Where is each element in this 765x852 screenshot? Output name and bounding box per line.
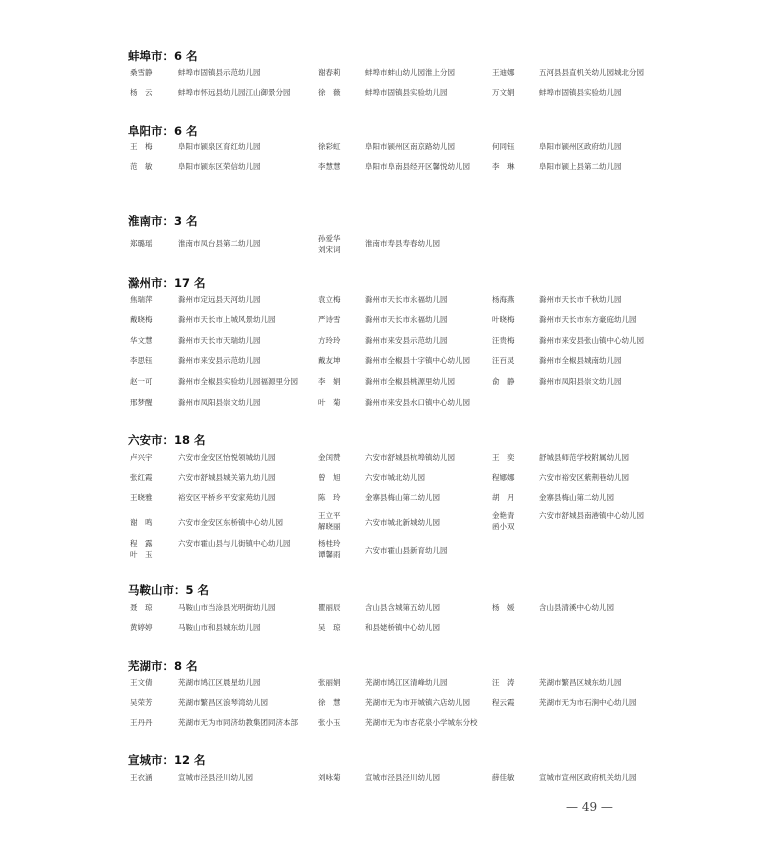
school-name: 六安市舒城县城关第九幼儿园 (178, 473, 276, 482)
school-name: 滁州市天长市永福幼儿园 (365, 315, 448, 324)
school-name: 五河县县直机关幼儿园城北分园 (539, 68, 644, 77)
section-title: 淮南市：3 名 (128, 214, 198, 228)
person-name: 俞 静 (492, 377, 515, 386)
school-name: 阜阳市颍上县第二幼儿园 (539, 162, 622, 171)
school-name: 马鞍山市当涂县光明街幼儿园 (178, 603, 276, 612)
school-name: 六安市城北新城幼儿园 (365, 518, 440, 527)
table-row (0, 469, 765, 487)
person-name: 程云霞 (492, 698, 515, 707)
person-name: 范 敏 (130, 162, 153, 171)
table-row (0, 619, 765, 637)
school-name: 芜湖市无为市开城镇六店幼儿园 (365, 698, 470, 707)
school-name: 宣城市泾县泾川幼儿园 (365, 773, 440, 782)
section-title: 蚌埠市：6 名 (128, 49, 198, 63)
table-row (0, 538, 765, 564)
person-name: 何同钰 (492, 142, 515, 151)
person-name: 桑雪静 (130, 68, 153, 77)
school-name: 马鞍山市和县城东幼儿园 (178, 623, 261, 632)
school-name: 芜湖市繁昌区浪琴湾幼儿园 (178, 698, 268, 707)
school-name: 芜湖市无为市同济幼教集团同济本部 (178, 718, 298, 727)
school-name: 六安市裕安区紫荆巷幼儿园 (539, 473, 629, 482)
school-name: 芜湖市无为市石涧中心幼儿园 (539, 698, 637, 707)
table-row (0, 291, 765, 309)
person-name: 杨 媛 (492, 603, 515, 612)
person-name: 陈 玲 (318, 493, 341, 502)
person-name: 谢春莉 (318, 68, 341, 77)
person-name: 赵一可 (130, 377, 153, 386)
school-name: 滁州市天长市东方豪庭幼儿园 (539, 315, 637, 324)
school-name: 六安市城北幼儿园 (365, 473, 425, 482)
person-name: 焦瑞萍 (130, 295, 153, 304)
person-name: 王衣涵 (130, 773, 153, 782)
person-name: 袁立梅 (318, 295, 341, 304)
table-row (0, 674, 765, 692)
table-row (0, 332, 765, 350)
school-name: 阜阳市颍州区政府幼儿园 (539, 142, 622, 151)
person-name: 吴荣芳 (130, 698, 153, 707)
table-row (0, 352, 765, 370)
person-name: 金艳青 函小双 (492, 511, 515, 531)
section-title: 芜湖市：8 名 (128, 659, 198, 673)
person-name: 李 娟 (318, 377, 341, 386)
school-name: 淮南市凤台县第二幼儿园 (178, 239, 261, 248)
person-name: 汪贵梅 (492, 336, 515, 345)
person-name: 薛佳敏 (492, 773, 515, 782)
person-name: 程娜娜 (492, 473, 515, 482)
person-name: 郑璐瑶 (130, 239, 153, 248)
person-name: 华文慧 (130, 336, 153, 345)
page-number: — 49 — (566, 800, 613, 814)
person-name: 徐 薇 (318, 88, 341, 97)
school-name: 阜阳市颍泉区育红幼儿园 (178, 142, 261, 151)
school-name: 滁州市凤阳县崇文幼儿园 (539, 377, 622, 386)
school-name: 滁州市来安县示范幼儿园 (365, 336, 448, 345)
table-row (0, 311, 765, 329)
school-name: 宣城市宣州区政府机关幼儿园 (539, 773, 637, 782)
person-name: 方玲玲 (318, 336, 341, 345)
table-row (0, 64, 765, 82)
school-name: 芜湖市繁昌区城东幼儿园 (539, 678, 622, 687)
person-name: 汪百灵 (492, 356, 515, 365)
school-name: 宣城市泾县泾川幼儿园 (178, 773, 253, 782)
school-name: 滁州市全椒县桃源里幼儿园 (365, 377, 455, 386)
school-name: 金寨县梅山第二幼儿园 (539, 493, 614, 502)
person-name: 李 琳 (492, 162, 515, 171)
school-name: 芜湖市鸠江区清峰幼儿园 (365, 678, 448, 687)
school-name: 阜阳市阜南县经开区馨悦幼儿园 (365, 162, 470, 171)
person-name: 吴 琼 (318, 623, 341, 632)
person-name: 戴晓梅 (130, 315, 153, 324)
table-row (0, 769, 765, 787)
table-row (0, 510, 765, 536)
person-name: 卢兴宇 (130, 453, 153, 462)
person-name: 张红霞 (130, 473, 153, 482)
school-name: 蚌埠市固镇县实验幼儿园 (365, 88, 448, 97)
person-name: 徐 慧 (318, 698, 341, 707)
school-name: 芜湖市无为市杏花泉小学城东分校 (365, 718, 478, 727)
person-name: 李思钰 (130, 356, 153, 365)
person-name: 曾 旭 (318, 473, 341, 482)
person-name: 王文倩 (130, 678, 153, 687)
school-name: 滁州市全椒县十字镇中心幼儿园 (365, 356, 470, 365)
school-name: 六安市舒城县南港镇中心幼儿园 (539, 511, 644, 520)
table-row (0, 373, 765, 391)
school-name: 蚌埠市固镇县示范幼儿园 (178, 68, 261, 77)
school-name: 滁州市天长市永福幼儿园 (365, 295, 448, 304)
table-row (0, 84, 765, 102)
person-name: 严诗雪 (318, 315, 341, 324)
school-name: 六安市霍山县新育幼儿园 (365, 546, 448, 555)
school-name: 金寨县梅山第二幼儿园 (365, 493, 440, 502)
person-name: 徐彩虹 (318, 142, 341, 151)
person-name: 王迪娜 (492, 68, 515, 77)
school-name: 含山县含城第五幼儿园 (365, 603, 440, 612)
school-name: 滁州市来安县张山镇中心幼儿园 (539, 336, 644, 345)
person-name: 瞿丽辰 (318, 603, 341, 612)
table-row (0, 694, 765, 712)
school-name: 裕安区平桥乡平安家苑幼儿园 (178, 493, 276, 502)
school-name: 舒城县师范学校附属幼儿园 (539, 453, 629, 462)
school-name: 和县姥桥镇中心幼儿园 (365, 623, 440, 632)
school-name: 六安市金安区怡悦领城幼儿园 (178, 453, 276, 462)
person-name: 孙爱华 刘宋词 (318, 234, 341, 254)
table-row (0, 449, 765, 467)
school-name: 滁州市凤阳县崇文幼儿园 (178, 398, 261, 407)
school-name: 蚌埠市固镇县实验幼儿园 (539, 88, 622, 97)
person-name: 万文娟 (492, 88, 515, 97)
person-name: 聂 琼 (130, 603, 153, 612)
table-row (0, 394, 765, 412)
person-name: 李慧慧 (318, 162, 341, 171)
person-name: 王丹丹 (130, 718, 153, 727)
school-name: 阜阳市颍东区荣信幼儿园 (178, 162, 261, 171)
table-row (0, 158, 765, 176)
person-name: 王晓雅 (130, 493, 153, 502)
school-name: 滁州市定远县天河幼儿园 (178, 295, 261, 304)
person-name: 胡 月 (492, 493, 515, 502)
school-name: 含山县清溪中心幼儿园 (539, 603, 614, 612)
person-name: 王 奕 (492, 453, 515, 462)
person-name: 叶晓梅 (492, 315, 515, 324)
person-name: 杨 云 (130, 88, 153, 97)
person-name: 汪 涛 (492, 678, 515, 687)
table-row (0, 138, 765, 156)
section-title: 阜阳市：6 名 (128, 124, 198, 138)
school-name: 淮南市寿县寿春幼儿园 (365, 239, 440, 248)
person-name: 戴友坤 (318, 356, 341, 365)
table-row (0, 714, 765, 732)
school-name: 滁州市天长市天瑞幼儿园 (178, 336, 261, 345)
school-name: 蚌埠市蚌山幼儿园淮上分园 (365, 68, 455, 77)
person-name: 叶 菊 (318, 398, 341, 407)
school-name: 滁州市天长市上城风景幼儿园 (178, 315, 276, 324)
school-name: 芜湖市鸠江区晨星幼儿园 (178, 678, 261, 687)
person-name: 黄婷婷 (130, 623, 153, 632)
person-name: 王 梅 (130, 142, 153, 151)
person-name: 杨桂玲 谭馨雨 (318, 539, 341, 559)
section-title: 宣城市：12 名 (128, 753, 206, 767)
person-name: 王立平 解晓丽 (318, 511, 341, 531)
school-name: 滁州市天长市千秋幼儿园 (539, 295, 622, 304)
section-title: 六安市：18 名 (128, 433, 206, 447)
school-name: 六安市霍山县与儿街镇中心幼儿园 (178, 539, 291, 548)
table-row (0, 599, 765, 617)
table-row (0, 489, 765, 507)
person-name: 金闰赞 (318, 453, 341, 462)
section-title: 滁州市：17 名 (128, 276, 206, 290)
person-name: 谢 鸣 (130, 518, 153, 527)
school-name: 阜阳市颍州区南京路幼儿园 (365, 142, 455, 151)
school-name: 蚌埠市怀远县幼儿园江山御景分园 (178, 88, 291, 97)
section-title: 马鞍山市：5 名 (128, 583, 210, 597)
person-name: 邢梦醒 (130, 398, 153, 407)
school-name: 滁州市全椒县实验幼儿园福源里分园 (178, 377, 298, 386)
school-name: 六安市舒城县杭埠镇幼儿园 (365, 453, 455, 462)
person-name: 张小玉 (318, 718, 341, 727)
table-row (0, 233, 765, 257)
person-name: 张丽娟 (318, 678, 341, 687)
person-name: 刘咏菊 (318, 773, 341, 782)
school-name: 六安市金安区东桥镇中心幼儿园 (178, 518, 283, 527)
school-name: 滁州市来安县水口镇中心幼儿园 (365, 398, 470, 407)
person-name: 程 露 叶 玉 (130, 539, 153, 559)
school-name: 滁州市全椒县城南幼儿园 (539, 356, 622, 365)
school-name: 滁州市来安县示范幼儿园 (178, 356, 261, 365)
person-name: 杨海燕 (492, 295, 515, 304)
